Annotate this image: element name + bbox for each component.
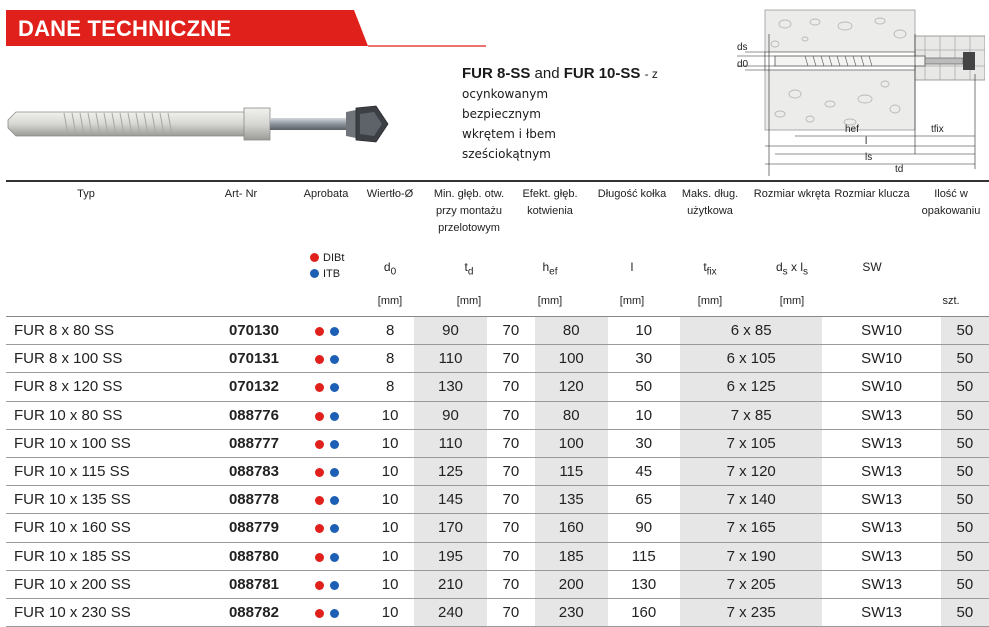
cell-art-nr: 088779	[166, 514, 288, 542]
cell-approval	[288, 345, 366, 373]
cell-art-nr: 070131	[166, 345, 288, 373]
cell-typ: FUR 10 x 115 SS	[6, 457, 166, 485]
cell-wrench-size: SW13	[822, 514, 940, 542]
col-header-maks-dlug: Maks. dług. użytkowa	[681, 188, 739, 217]
diagram-label-td: td	[895, 164, 904, 175]
cell-approval	[288, 317, 366, 345]
cell-wrench-size: SW10	[822, 317, 940, 345]
table-row	[6, 317, 989, 345]
unit-hef: [mm]	[537, 295, 563, 307]
cell-hef: 70	[487, 514, 535, 542]
dibt-dot-icon	[315, 609, 324, 618]
cell-qty: 50	[941, 457, 989, 485]
symbol-tfix: $t_{fix}$	[703, 260, 717, 278]
itb-dot-icon	[330, 581, 339, 590]
cell-tfix: 90	[608, 514, 680, 542]
cell-wrench-size: SW13	[822, 429, 940, 457]
cell-hef: 70	[487, 486, 535, 514]
col-header-typ: Typ	[77, 188, 95, 200]
col-header-ilosc: Ilość w opakowaniu	[921, 188, 981, 217]
unit-td: [mm]	[456, 295, 482, 307]
cell-qty: 50	[941, 317, 989, 345]
cell-hef: 70	[487, 401, 535, 429]
col-header-wiertlo: Wiertło-Ø	[366, 188, 414, 200]
diagram-label-l: l	[865, 136, 868, 147]
installation-diagram	[735, 4, 985, 181]
cell-tfix: 50	[608, 373, 680, 401]
cell-screw-size: 7 x 85	[680, 401, 822, 429]
cell-tfix: 130	[608, 570, 680, 598]
unit-d0: [mm]	[377, 295, 403, 307]
dibt-dot-icon	[315, 581, 324, 590]
product-heading	[462, 64, 702, 84]
cell-hef: 70	[487, 373, 535, 401]
table-header	[6, 180, 989, 316]
cell-l: 120	[535, 373, 607, 401]
cell-hef: 70	[487, 598, 535, 626]
cell-td: 170	[414, 514, 486, 542]
cell-wrench-size: SW10	[822, 345, 940, 373]
dibt-dot-icon	[315, 383, 324, 392]
cell-screw-size: 7 x 105	[680, 429, 822, 457]
itb-dot-icon	[330, 383, 339, 392]
cell-tfix: 65	[608, 486, 680, 514]
cell-hef: 70	[487, 542, 535, 570]
cell-approval	[288, 486, 366, 514]
cell-typ: FUR 8 x 80 SS	[6, 317, 166, 345]
diagram-label-d0: d0	[737, 59, 749, 70]
approval-legend	[310, 250, 344, 282]
cell-d0: 10	[366, 542, 414, 570]
cell-approval	[288, 457, 366, 485]
symbol-sw: SW	[862, 260, 882, 274]
unit-screw: [mm]	[779, 295, 805, 307]
cell-d0: 8	[366, 373, 414, 401]
cell-screw-size: 7 x 205	[680, 570, 822, 598]
cell-typ: FUR 10 x 100 SS	[6, 429, 166, 457]
diagram-label-ls: ls	[865, 152, 873, 163]
itb-dot-icon	[330, 468, 339, 477]
cell-qty: 50	[941, 514, 989, 542]
col-header-rozmiar-klucza: Rozmiar klucza	[834, 188, 910, 200]
cell-l: 230	[535, 598, 607, 626]
unit-tfix: [mm]	[697, 295, 723, 307]
cell-screw-size: 7 x 140	[680, 486, 822, 514]
product-name-10ss: FUR 10-SS	[563, 65, 641, 82]
dibt-dot-icon	[315, 327, 324, 336]
cell-art-nr: 088778	[166, 486, 288, 514]
cell-screw-size: 7 x 120	[680, 457, 822, 485]
cell-tfix: 115	[608, 542, 680, 570]
col-header-rozmiar-wkreta: Rozmiar wkręta	[753, 188, 831, 200]
cell-d0: 10	[366, 514, 414, 542]
cell-tfix: 10	[608, 401, 680, 429]
blue-dot-icon	[310, 269, 319, 278]
cell-typ: FUR 10 x 230 SS	[6, 598, 166, 626]
product-description	[462, 64, 702, 164]
product-body-text: ocynkowanym bezpiecznym wkrętem i łbem sześciokątnym	[462, 87, 556, 161]
symbol-hef: $h_{ef}$	[542, 260, 558, 278]
legend-item-itb	[310, 266, 344, 282]
cell-td: 90	[414, 317, 486, 345]
cell-qty: 50	[941, 598, 989, 626]
cell-qty: 50	[941, 542, 989, 570]
cell-tfix: 30	[608, 345, 680, 373]
col-header-min-gleb: Min. głęb. otw. przy montażu przelotowym	[433, 188, 505, 234]
table-row	[6, 373, 989, 401]
table-row	[6, 401, 989, 429]
table-row	[6, 570, 989, 598]
cell-d0: 10	[366, 457, 414, 485]
cell-screw-size: 6 x 105	[680, 345, 822, 373]
product-suffix: - z	[644, 67, 658, 81]
legend-item-dibt	[310, 250, 344, 266]
cell-approval	[288, 401, 366, 429]
cell-art-nr: 088776	[166, 401, 288, 429]
cell-hef: 70	[487, 457, 535, 485]
cell-approval	[288, 514, 366, 542]
cell-qty: 50	[941, 373, 989, 401]
cell-art-nr: 088777	[166, 429, 288, 457]
cell-l: 185	[535, 542, 607, 570]
cell-approval	[288, 373, 366, 401]
symbol-d0: $d_0$	[383, 260, 397, 278]
product-name-8ss: FUR 8-SS	[462, 65, 531, 82]
cell-td: 210	[414, 570, 486, 598]
cell-l: 200	[535, 570, 607, 598]
cell-tfix: 10	[608, 317, 680, 345]
cell-wrench-size: SW13	[822, 542, 940, 570]
legend-label-dibt: DIBt	[323, 252, 345, 264]
cell-approval	[288, 598, 366, 626]
cell-td: 240	[414, 598, 486, 626]
cell-art-nr: 088781	[166, 570, 288, 598]
anchor-product-image	[4, 96, 404, 157]
cell-td: 145	[414, 486, 486, 514]
cell-hef: 70	[487, 429, 535, 457]
symbol-l: l	[630, 260, 634, 274]
cell-l: 100	[535, 345, 607, 373]
cell-art-nr: 070132	[166, 373, 288, 401]
cell-l: 80	[535, 401, 607, 429]
cell-td: 110	[414, 345, 486, 373]
cell-approval	[288, 542, 366, 570]
itb-dot-icon	[330, 524, 339, 533]
cell-l: 160	[535, 514, 607, 542]
cell-typ: FUR 10 x 160 SS	[6, 514, 166, 542]
cell-d0: 10	[366, 401, 414, 429]
cell-td: 130	[414, 373, 486, 401]
dibt-dot-icon	[315, 412, 324, 421]
cell-screw-size: 6 x 125	[680, 373, 822, 401]
col-header-art: Art- Nr	[224, 188, 258, 200]
table-row	[6, 598, 989, 626]
col-header-efekt-gleb: Efekt. głęb. kotwienia	[522, 188, 578, 217]
cell-qty: 50	[941, 570, 989, 598]
table-row	[6, 457, 989, 485]
itb-dot-icon	[330, 609, 339, 618]
cell-screw-size: 7 x 165	[680, 514, 822, 542]
cell-screw-size: 7 x 190	[680, 542, 822, 570]
diagram-label-ds: ds	[737, 42, 748, 53]
table-row	[6, 542, 989, 570]
cell-art-nr: 070130	[166, 317, 288, 345]
cell-wrench-size: SW13	[822, 401, 940, 429]
technical-data-table	[6, 317, 989, 627]
cell-qty: 50	[941, 401, 989, 429]
cell-wrench-size: SW13	[822, 486, 940, 514]
red-dot-icon	[310, 253, 319, 262]
diagram-label-tfix: tfix	[931, 124, 944, 135]
cell-tfix: 30	[608, 429, 680, 457]
cell-td: 90	[414, 401, 486, 429]
cell-qty: 50	[941, 345, 989, 373]
dibt-dot-icon	[315, 524, 324, 533]
cell-hef: 70	[487, 345, 535, 373]
cell-l: 80	[535, 317, 607, 345]
cell-tfix: 45	[608, 457, 680, 485]
diagram-label-hef: hef	[845, 124, 859, 135]
dibt-dot-icon	[315, 440, 324, 449]
cell-l: 115	[535, 457, 607, 485]
cell-typ: FUR 10 x 80 SS	[6, 401, 166, 429]
itb-dot-icon	[330, 355, 339, 364]
table-row	[6, 486, 989, 514]
cell-art-nr: 088783	[166, 457, 288, 485]
cell-typ: FUR 10 x 200 SS	[6, 570, 166, 598]
cell-td: 195	[414, 542, 486, 570]
dibt-dot-icon	[315, 553, 324, 562]
table-row	[6, 514, 989, 542]
dibt-dot-icon	[315, 496, 324, 505]
cell-td: 125	[414, 457, 486, 485]
itb-dot-icon	[330, 553, 339, 562]
cell-wrench-size: SW13	[822, 570, 940, 598]
itb-dot-icon	[330, 496, 339, 505]
cell-d0: 8	[366, 345, 414, 373]
cell-typ: FUR 10 x 185 SS	[6, 542, 166, 570]
page-title: DANE TECHNICZNE	[18, 16, 232, 41]
cell-d0: 10	[366, 486, 414, 514]
symbol-td: $t_d$	[464, 260, 474, 278]
symbol-ds-ls: $d_s$ x $l_s$	[775, 260, 809, 278]
cell-approval	[288, 570, 366, 598]
cell-l: 135	[535, 486, 607, 514]
cell-typ: FUR 10 x 135 SS	[6, 486, 166, 514]
cell-td: 110	[414, 429, 486, 457]
cell-screw-size: 6 x 85	[680, 317, 822, 345]
itb-dot-icon	[330, 440, 339, 449]
cell-d0: 10	[366, 429, 414, 457]
table-row	[6, 345, 989, 373]
product-and: and	[534, 65, 560, 82]
cell-hef: 70	[487, 317, 535, 345]
cell-wrench-size: SW13	[822, 457, 940, 485]
unit-l: [mm]	[619, 295, 645, 307]
cell-d0: 8	[366, 317, 414, 345]
title-banner	[6, 6, 486, 50]
cell-wrench-size: SW13	[822, 598, 940, 626]
cell-tfix: 160	[608, 598, 680, 626]
cell-screw-size: 7 x 235	[680, 598, 822, 626]
cell-qty: 50	[941, 486, 989, 514]
dibt-dot-icon	[315, 468, 324, 477]
cell-l: 100	[535, 429, 607, 457]
cell-d0: 10	[366, 570, 414, 598]
cell-typ: FUR 8 x 120 SS	[6, 373, 166, 401]
cell-qty: 50	[941, 429, 989, 457]
cell-approval	[288, 429, 366, 457]
cell-wrench-size: SW10	[822, 373, 940, 401]
col-header-aprobata: Aprobata	[303, 188, 349, 200]
cell-art-nr: 088782	[166, 598, 288, 626]
col-header-dlugosc: Długość kołka	[597, 188, 667, 200]
unit-qty: szt.	[942, 295, 960, 307]
cell-hef: 70	[487, 570, 535, 598]
itb-dot-icon	[330, 412, 339, 421]
table-row	[6, 429, 989, 457]
cell-d0: 10	[366, 598, 414, 626]
itb-dot-icon	[330, 327, 339, 336]
legend-label-itb: ITB	[323, 268, 341, 280]
cell-typ: FUR 8 x 100 SS	[6, 345, 166, 373]
cell-art-nr: 088780	[166, 542, 288, 570]
dibt-dot-icon	[315, 355, 324, 364]
